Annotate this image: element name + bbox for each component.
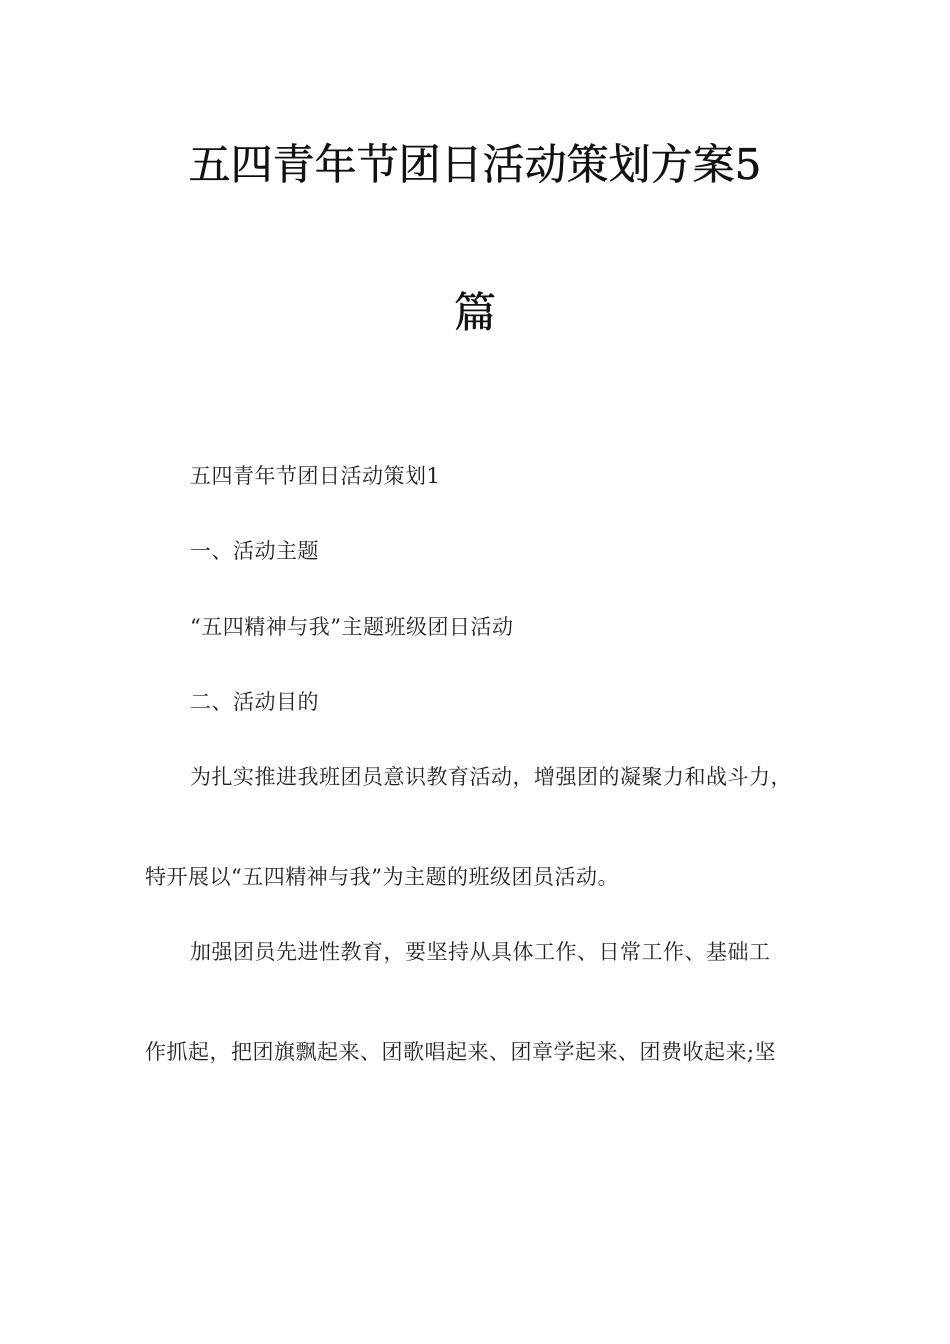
section-heading-plan-1: 五四青年节团日活动策划1 (190, 464, 441, 488)
purpose-paragraph-line-2: 特开展以“五四精神与我”为主题的班级团员活动。 (145, 865, 619, 889)
education-paragraph-line-1: 加强团员先进性教育，要坚持从具体工作、日常工作、基础工 (190, 940, 771, 964)
document-title-line-1: 五四青年节团日活动策划方案5 (188, 140, 762, 189)
purpose-paragraph-line-1: 为扎实推进我班团员意识教育活动，增强团的凝聚力和战斗力， (190, 765, 792, 789)
heading-activity-theme: 一、活动主题 (190, 539, 319, 563)
heading-activity-purpose: 二、活动目的 (190, 690, 319, 714)
activity-theme-text: “五四精神与我”主题班级团日活动 (190, 615, 514, 639)
document-title-line-2: 篇 (453, 288, 496, 337)
education-paragraph-line-2: 作抓起，把团旗飘起来、团歌唱起来、团章学起来、团费收起来;坚 (145, 1040, 777, 1064)
